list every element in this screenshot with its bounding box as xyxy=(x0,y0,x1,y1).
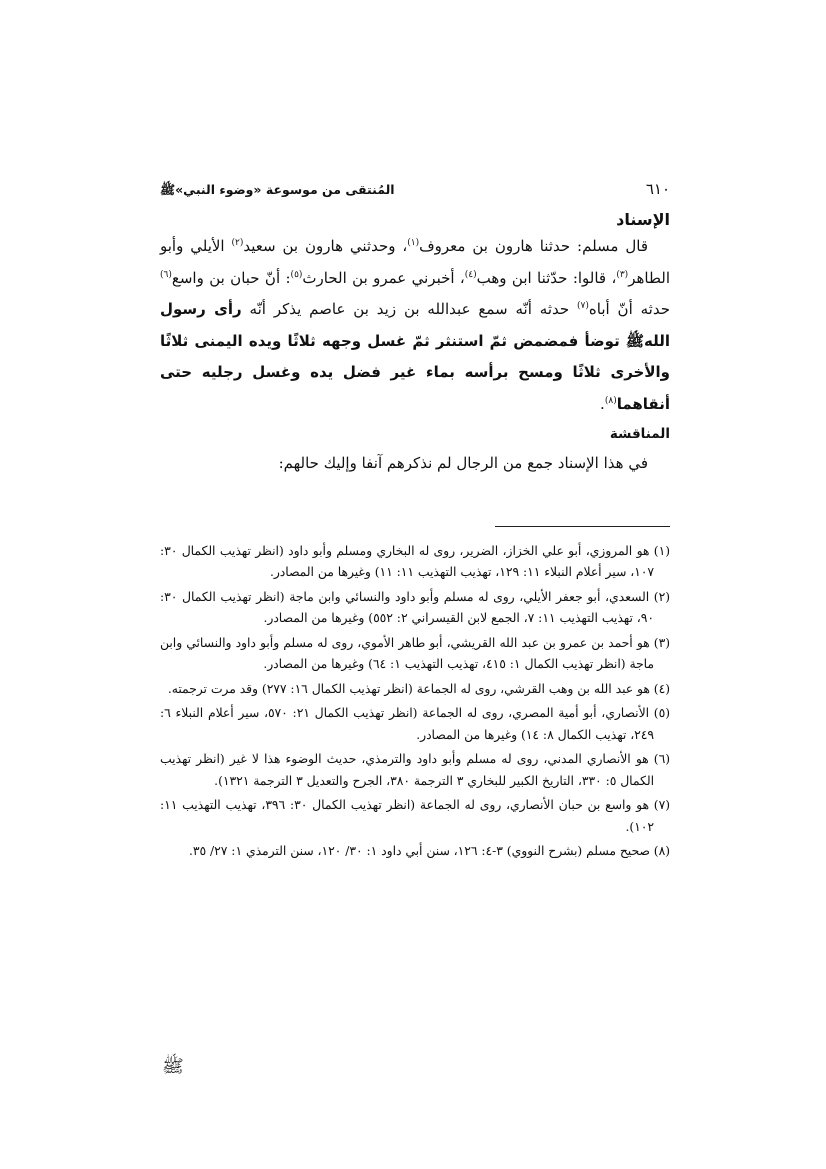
ornament-mark: ﷺ xyxy=(162,1056,184,1077)
footnote: (٧) هو واسع بن حبان الأنصاري، روى له الجماعة (انظر تهذيب الكمال ٣٠: ٣٩٦، تهذيب التهذيب ١١: ١٠٢). xyxy=(160,798,671,834)
footnote-ref: (٢) xyxy=(231,238,244,248)
running-title: المُنتقى من موسوعة «وضوء النبي»ﷺ xyxy=(160,182,395,197)
footnote: (٨) صحيح مسلم (بشرح النووي) ٣-٤: ١٢٦، سنن أبي داود ١: ٣٠/ ١٢٠، سنن الترمذي ١: ٢٧/ ٣٥. xyxy=(188,844,670,858)
text-segment: الأيلي وأبو الطاهر xyxy=(160,237,670,287)
page-number: ٦١٠ xyxy=(645,180,670,198)
footnote-ref: (٨) xyxy=(604,395,617,406)
text-segment: حدثه أنّه سمع عبدالله بن زيد بن عاصم يذكر أنّه xyxy=(241,300,578,318)
running-header xyxy=(160,180,670,206)
hadith-text: رأى رسول اللهﷺ توضأ فمضمض ثمّ استنثر ثمّ غسل وجهه ثلاثًا ويده اليمنى ثلاثًا والأخرى ثلاثًا ومسح برأسه بماء غير فضل يده وغسل رجليه حتى أنقاهما xyxy=(160,300,670,413)
text-segment: ، قالوا: حدّثنا ابن وهب xyxy=(476,268,617,287)
footnote: (٤) هو عبد الله بن وهب القرشي، روى له الجماعة (انظر تهذيب الكمال ١٦: ٢٧٧) وقد مرت ترجمته. xyxy=(167,681,670,696)
text-segment: ، أخبرني عمرو بن الحارث xyxy=(302,268,465,287)
page-content xyxy=(160,180,670,866)
text-segment: : أنّ حبان بن واسع xyxy=(171,268,291,287)
text-segment: حدثه أنّ أباه xyxy=(588,300,670,318)
footnote: (١) هو المروزي، أبو علي الخزاز، الضرير، روى له البخاري ومسلم وأبو داود (انظر تهذيب الكمال ٣٠: ١٠٧، سير أعلام النبلاء ١١: ١٢٩، تهذيب التهذيب ١١: ١١) وغيرها من المصادر. xyxy=(160,543,670,579)
footnote-ref: (٥) xyxy=(290,269,303,280)
footnote-ref: (١) xyxy=(407,238,420,248)
text-segment: قال مسلم: حدثنا هارون بن معروف xyxy=(419,237,648,255)
footnote-ref: (٤) xyxy=(464,269,477,280)
section-heading: الإسناد xyxy=(616,210,670,229)
footnote: (٣) هو أحمد بن عمرو بن عبد الله القريشي، أبو طاهر الأموي، روى له مسلم وأبو داود والنسائي وابن ماجة (انظر تهذيب الكمال ١: ٤١٥، تهذيب التهذيب ١: ٦٤) وغيرها من المصادر. xyxy=(160,635,670,671)
footnote-separator xyxy=(495,526,670,527)
discussion-heading: المناقشة xyxy=(609,426,670,442)
footnote: (٢) السعدي، أبو جعفر الأيلي، روى له مسلم وأبو داود والنسائي وابن ماجة (انظر تهذيب الكمال ٣٠: ٩٠، تهذيب التهذيب ١١: ٧، الجمع لابن القيسراني ٢: ٥٥٢) وغيرها من المصادر. xyxy=(160,589,670,625)
footnote: (٥) الأنصاري، أبو أمية المصري، روى له الجماعة (انظر تهذيب الكمال ٢١: ٥٧٠، سير أعلام النبلاء ٦: ٢٤٩، تهذيب الكمال ٨: ١٤) وغيرها من المصادر. xyxy=(160,706,671,742)
footnote-ref: (٦) xyxy=(160,269,172,280)
text-segment: ، وحدثني هارون بن سعيد xyxy=(243,237,408,255)
discussion-paragraph: في هذا الإسناد جمع من الرجال لم نذكرهم آنفا وإليك حالهم: xyxy=(278,454,648,472)
footnotes xyxy=(160,541,670,863)
isnad-paragraph xyxy=(160,231,670,420)
footnote-ref: (٣) xyxy=(616,269,629,280)
footnote-ref: (٧) xyxy=(577,301,589,311)
footnote: (٦) هو الأنصاري المدني، روى له مسلم وأبو داود والترمذي، حديث الوضوء هذا لا غير (انظر تهذيب الكمال ٥: ٣٣٠، التاريخ الكبير للبخاري ٣ الترجمة ٣٨٠، الجرح والتعديل ٣ الترجمة ١٣٢١). xyxy=(160,752,670,788)
text-segment: . xyxy=(600,394,605,413)
